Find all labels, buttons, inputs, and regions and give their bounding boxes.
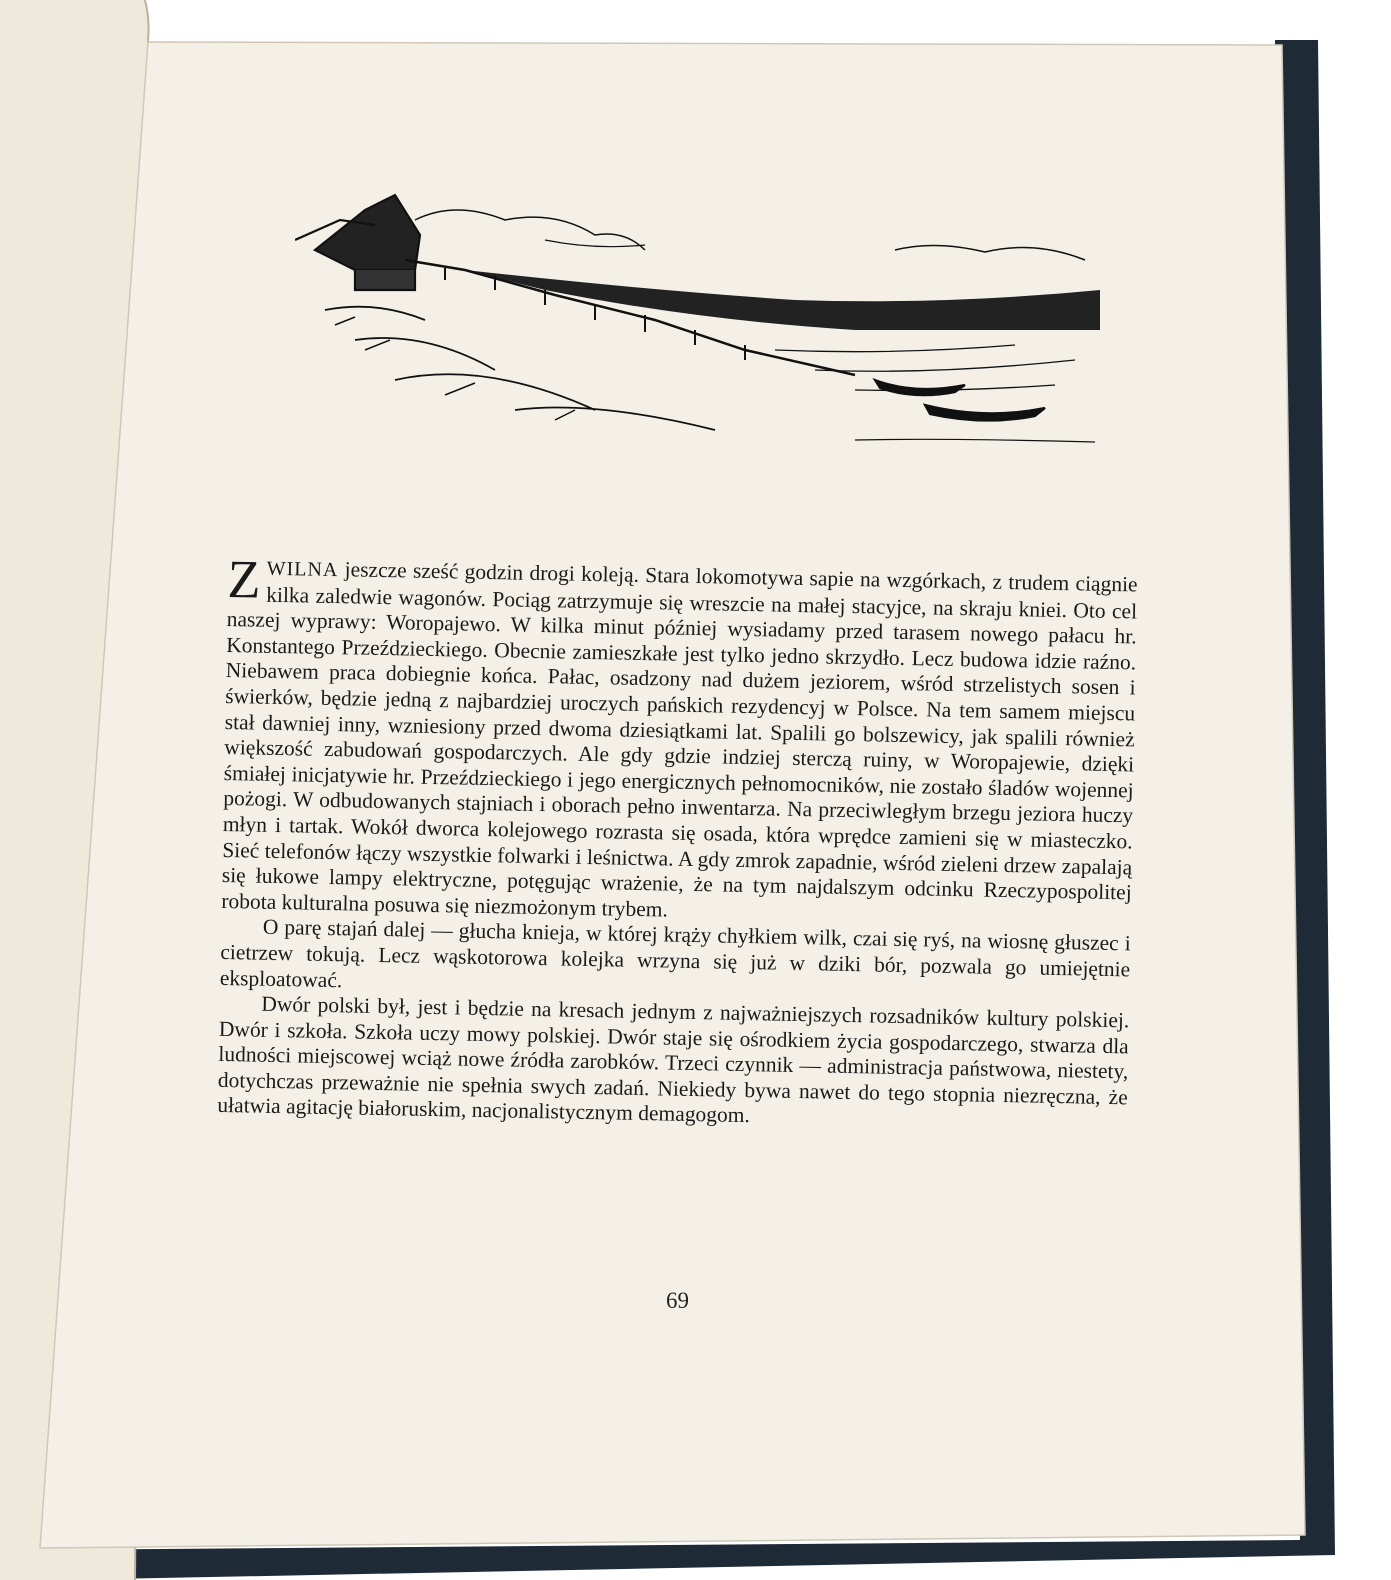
body-text <box>217 549 1138 1136</box>
lakeside-hut-illustration <box>295 180 1100 450</box>
paragraph-1: jeszcze sześć godzin drogi koleją. Stara lokomotywa sapie na wzgórkach, z trudem ciągnie kilka zaledwie wagonów. Pociąg zatrzymuje się wreszcie na małej stacyjce, na skraju kniei. Oto cel naszej wyprawy: Woropajewo. W kilka minut później wysiadamy przed tarasem nowego pałacu hr. Konstantego Przeździeckiego. Obecnie zamieszkałe jest tylko jedno skrzydło. Lecz budowa idzie raźno. Niebawem praca dobiegnie końca. Pałac, osadzony nad dużem jeziorem, wśród strzelistych sosen i świerków, będzie jedną z najbardziej uroczych pańskich rezydencyj w Polsce. Na tem samem miejscu stał dawniej inny, wzniesiony przed dwoma dziesiątkami lat. Spalili go bolszewicy, jak spalili również większość zabudowań gospodarczych. Ale gdy gdzie indziej sterczą ruiny, w Woropajewie, dzięki śmiałej inicjatywie hr. Przeździeckiego i jego energicznych pełnomocników, nie zostało śladów wojennej pożogi. W odbudowanych stajniach i oborach pełno inwentarza. Na przeciwległym brzegu jeziora huczy młyn i tartak. Wokół dworca kolejowego rozrasta się osada, która wprędce zamieni się w miasteczko. Sieć telefonów łączy wszystkie folwarki i leśnictwa. A gdy zmrok zapadnie, wśród zieleni drzew zapalają się łukowe lampy elektryczne, potęgując wrażenie, że na tym najdalszym odcinku Rzeczypospolitej robota kulturalna posuwa się niezmożonym trybem. <box>221 557 1138 922</box>
page-number: 69 <box>666 1288 689 1313</box>
paragraph-3: Dwór polski był, jest i będzie na kresach jednym z najważniejszych rozsadników kultury polskiej. Dwór i szkoła. Szkoła uczy mowy polskiej. Dwór staje się ośrodkiem życia gospodarczego, stwarza dla ludności miejscowej wciąż nowe źródła zarobków. Trzeci czynnik — administracja państwowa, niestety, dotychczas przeważnie nie spełnia swych zadań. Niekiedy bywa nawet do tego stopnia niezręczna, że ułatwia agitację białoruskim, nacjonalistycznym demagogom. <box>217 991 1130 1128</box>
paragraph-2: O parę stajań dalej — głucha knieja, w której krąży chyłkiem wilk, czai się ryś, na wiosnę głuszec i cietrzew tokują. Lecz wąskotorowa kolejka wrzyna się już w dziki bór, pozwala go umiejętnie eksploatować. <box>219 915 1131 992</box>
lead-word: WILNA <box>266 557 339 582</box>
drop-cap: Z <box>226 549 262 610</box>
